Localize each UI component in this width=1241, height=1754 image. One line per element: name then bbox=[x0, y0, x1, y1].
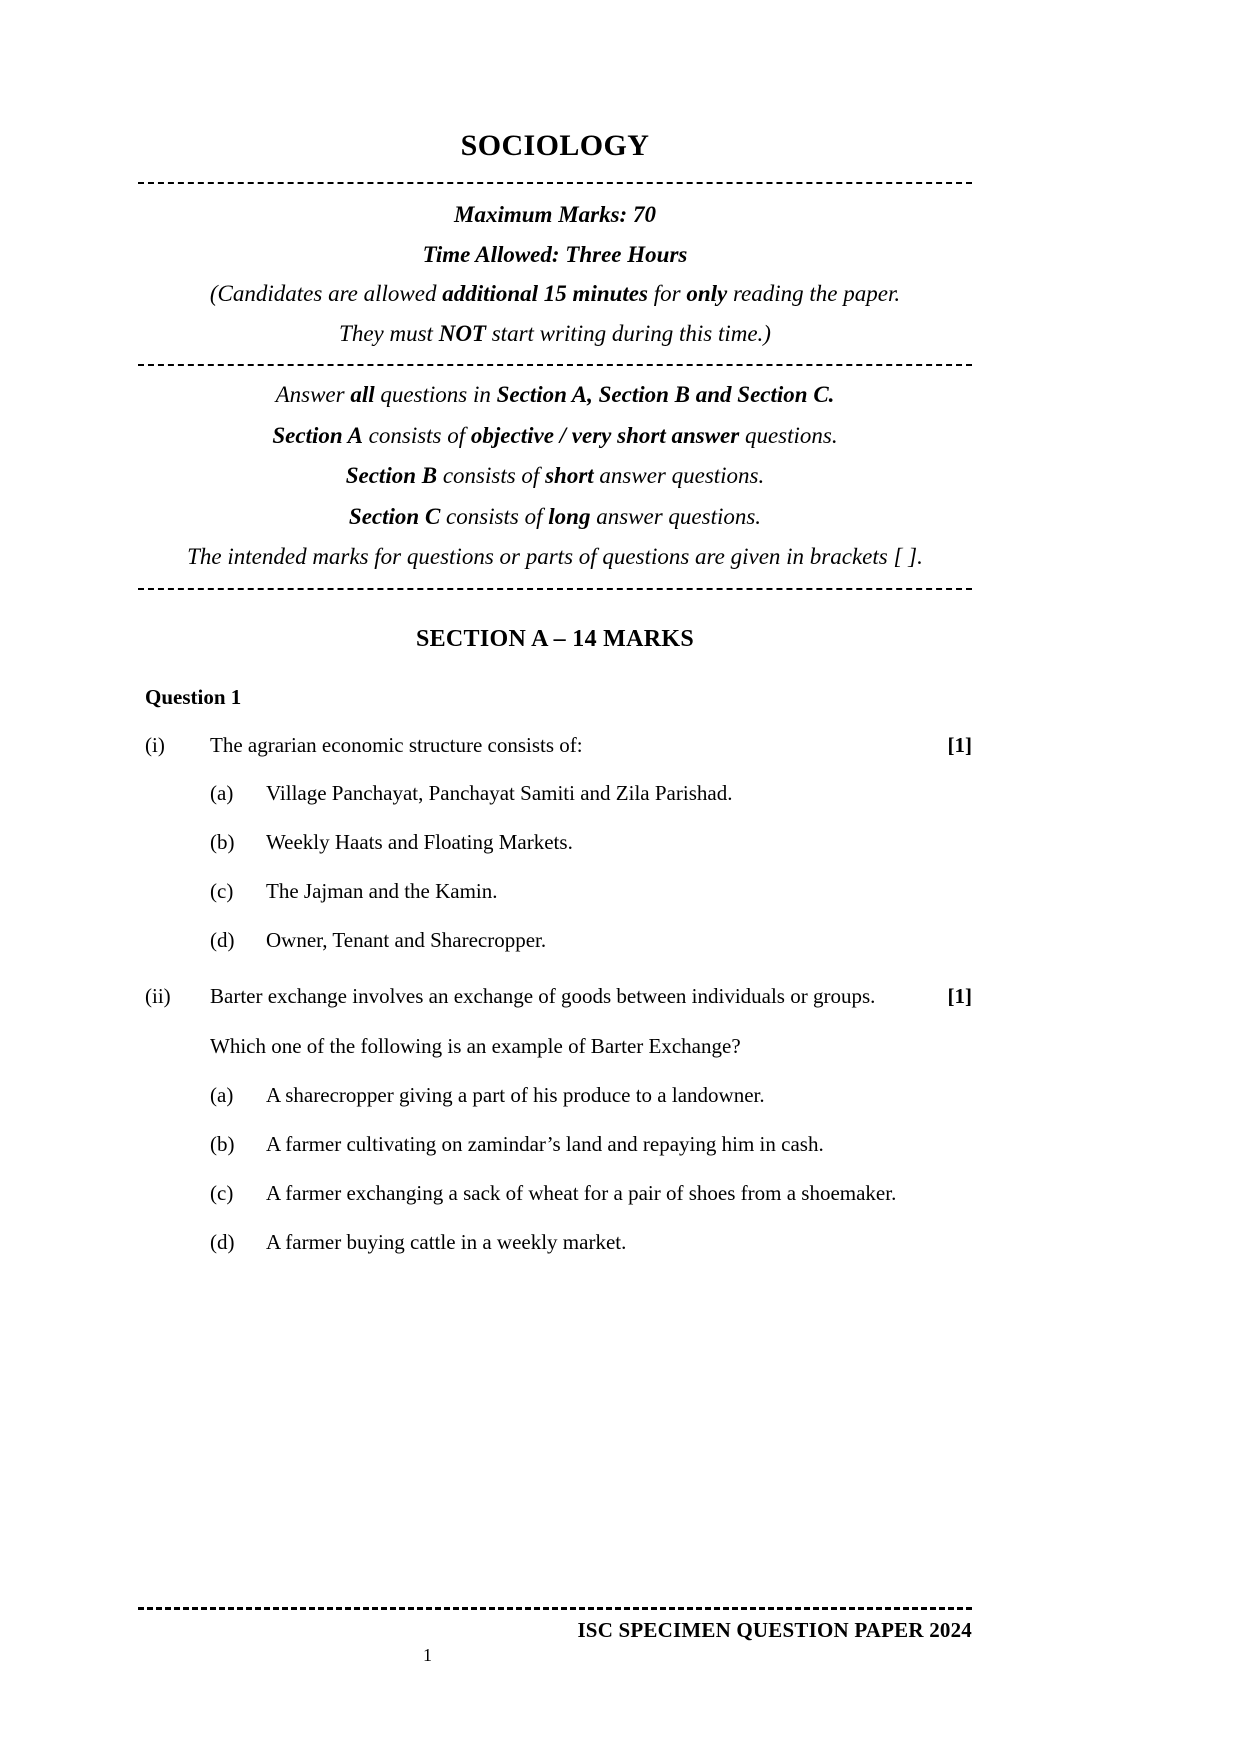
exam-header-block bbox=[138, 195, 972, 353]
instruction-3-emph-2: short bbox=[545, 463, 594, 489]
footer-divider bbox=[138, 1607, 972, 1610]
time-allowed: Time Allowed: Three Hours bbox=[422, 241, 688, 267]
question-sub-prompt: Which one of the following is an example of Barter Exchange? bbox=[210, 1034, 741, 1059]
instruction-1-emph-2: Section A, Section B and Section C. bbox=[496, 382, 835, 408]
reading-note-line-1 bbox=[138, 274, 972, 314]
option-row[interactable] bbox=[138, 926, 972, 956]
instruction-3-emph-1: Section B bbox=[345, 463, 438, 489]
instruction-2-emph-1: Section A bbox=[272, 422, 363, 448]
instructions-block bbox=[138, 375, 972, 577]
option-row[interactable] bbox=[138, 1228, 972, 1258]
option-row[interactable] bbox=[138, 779, 972, 809]
reading-note-emph-2: only bbox=[686, 281, 728, 307]
question-row bbox=[138, 731, 972, 761]
option-row[interactable] bbox=[138, 1179, 972, 1209]
question-number: (ii) bbox=[145, 983, 171, 1008]
instruction-line-4 bbox=[138, 497, 972, 537]
question-stem: The agrarian economic structure consists of: bbox=[210, 732, 583, 757]
reading-note-emph-3: NOT bbox=[438, 320, 486, 346]
instruction-4-text-2: answer questions. bbox=[590, 503, 762, 529]
page-content bbox=[138, 0, 972, 1257]
option-row[interactable] bbox=[138, 828, 972, 858]
instruction-3-text-2: answer questions. bbox=[593, 463, 765, 489]
reading-note-emph-1: additional 15 minutes bbox=[442, 281, 648, 307]
instruction-1-text-1: Answer bbox=[275, 382, 351, 408]
question-marks: [1] bbox=[947, 983, 972, 1008]
reading-note-text-5: start writing during this time.) bbox=[485, 320, 771, 346]
instruction-2-text-2: questions. bbox=[739, 422, 838, 448]
option-row[interactable] bbox=[138, 1081, 972, 1111]
option-text: A sharecropper giving a part of his produce to a landowner. bbox=[266, 1083, 765, 1108]
instruction-2-emph-2: objective / very short answer bbox=[470, 422, 740, 448]
section-heading: SECTION A – 14 MARKS bbox=[415, 625, 695, 652]
option-label: (c) bbox=[210, 878, 234, 903]
question-title: Question 1 bbox=[145, 684, 242, 709]
footer-title: ISC SPECIMEN QUESTION PAPER 2024 bbox=[577, 1618, 972, 1642]
instruction-line-2 bbox=[138, 416, 972, 456]
option-text: A farmer buying cattle in a weekly market. bbox=[266, 1229, 627, 1254]
instruction-1-text-2: questions in bbox=[374, 382, 497, 408]
option-text: Weekly Haats and Floating Markets. bbox=[266, 830, 573, 855]
option-text: Village Panchayat, Panchayat Samiti and Zila Parishad. bbox=[266, 781, 733, 806]
reading-note-text-2: for bbox=[647, 281, 687, 307]
page-title: SOCIOLOGY bbox=[460, 129, 650, 162]
option-text: A farmer cultivating on zamindar’s land and repaying him in cash. bbox=[266, 1132, 824, 1157]
option-label: (b) bbox=[210, 1132, 235, 1157]
instruction-line-1 bbox=[138, 375, 972, 415]
option-label: (d) bbox=[210, 1229, 235, 1254]
reading-note-text-3: reading the paper. bbox=[727, 281, 901, 307]
instruction-line-5: The intended marks for questions or parts of questions are given in brackets [ ]. bbox=[187, 544, 923, 570]
reading-note-text: (Candidates are allowed bbox=[209, 281, 443, 307]
option-row[interactable] bbox=[138, 877, 972, 907]
option-label: (a) bbox=[210, 781, 234, 806]
option-text: A farmer exchanging a sack of wheat for a pair of shoes from a shoemaker. bbox=[266, 1180, 897, 1205]
instruction-4-text-1: consists of bbox=[440, 503, 549, 529]
question-marks: [1] bbox=[947, 732, 972, 757]
question-number: (i) bbox=[145, 732, 165, 757]
option-label: (d) bbox=[210, 927, 235, 952]
option-text: Owner, Tenant and Sharecropper. bbox=[266, 927, 547, 952]
instruction-line-3 bbox=[138, 456, 972, 496]
divider-middle bbox=[138, 364, 972, 366]
divider-bottom bbox=[138, 588, 972, 590]
page-footer bbox=[138, 1607, 972, 1666]
instruction-1-emph-1: all bbox=[350, 382, 375, 408]
question-stem: Barter exchange involves an exchange of goods between individuals or groups. bbox=[210, 983, 876, 1008]
maximum-marks: Maximum Marks: 70 bbox=[454, 202, 656, 227]
reading-note-line-2 bbox=[138, 314, 972, 354]
option-row[interactable] bbox=[138, 1130, 972, 1160]
option-label: (a) bbox=[210, 1083, 234, 1108]
instruction-3-text-1: consists of bbox=[437, 463, 546, 489]
instruction-4-emph-1: Section C bbox=[348, 503, 441, 529]
question-row bbox=[138, 982, 972, 1012]
divider-top bbox=[138, 182, 972, 184]
instruction-2-text-1: consists of bbox=[362, 422, 471, 448]
instruction-4-emph-2: long bbox=[548, 503, 591, 529]
option-label: (c) bbox=[210, 1180, 234, 1205]
page-number: 1 bbox=[423, 1645, 432, 1665]
option-label: (b) bbox=[210, 830, 235, 855]
option-text: The Jajman and the Kamin. bbox=[266, 878, 498, 903]
reading-note-text-4: They must bbox=[339, 320, 439, 346]
